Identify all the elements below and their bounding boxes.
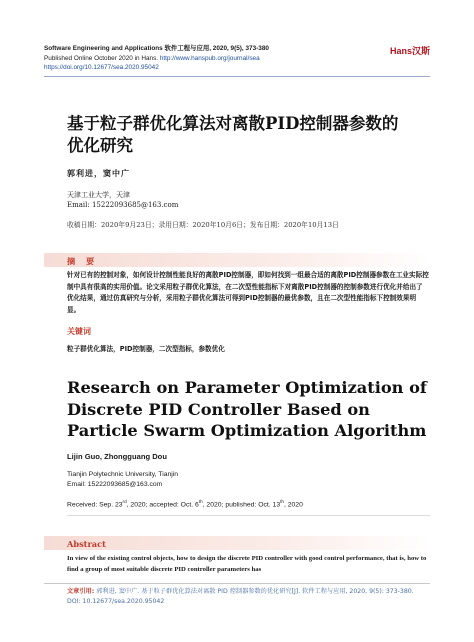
affiliation-text: 天津工业大学，天津 — [67, 191, 130, 199]
journal-name-en: Software Engineering and Applications — [44, 45, 163, 52]
chinese-keywords: 粒子群优化算法，PID控制器，二次型指标，参数优化 — [67, 345, 225, 353]
journal-header — [44, 44, 434, 73]
doi-link[interactable]: https://doi.org/10.12677/sea.2020.95042 — [44, 64, 159, 72]
english-authors: Lijin Guo, Zhongguang Dou — [67, 452, 167, 461]
header-divider — [44, 76, 430, 77]
chinese-authors: 郭利进，窦中广 — [67, 168, 130, 178]
received-date: Received: Sep. 23 — [67, 501, 123, 509]
chinese-abstract: 针对已有的控制对象，如何设计控制性能良好的离散PID控制器，即如何找到一组最合适的离散PID控制器参数在工业实际控制中具有很高的实用价值。论文采用粒子群优化算法，在二次型性能指标下对离散PID控制器的控制参数进行优化并给出了优化结果，通过仿真研究与分析，采用粒子群优化算法可得到PID控制器的最优参数，且在二次型性能指标下控制效果明显。 — [67, 271, 429, 315]
chinese-abstract-heading: 摘 要 — [67, 256, 99, 266]
published-line: Published Online October 2020 in Hans. — [44, 54, 159, 62]
chinese-affiliation — [67, 190, 178, 210]
citation-block — [67, 587, 429, 607]
abstract-section-bar — [44, 253, 430, 267]
chinese-keywords-heading: 关键词 — [67, 327, 91, 336]
journal-url-link[interactable]: http://www.hanspub.org/journal/sea — [159, 54, 260, 62]
english-email-text: Email: 15222093685@163.com — [67, 481, 163, 489]
accepted-date: , 2020; accepted: Oct. 6 — [126, 501, 199, 509]
chinese-title: 基于粒子群优化算法对离散PID控制器参数的优化研究 — [67, 114, 399, 155]
published-date: , 2020; published: Oct. 13 — [202, 501, 281, 509]
chinese-dates: 收稿日期：2020年9月23日；录用日期：2020年10月6日；发布日期：2020年10月13日 — [67, 221, 339, 229]
journal-name-cn: 软件工程与应用, 2020, 9(5), 373-380 — [164, 45, 269, 52]
english-dates: Received: Sep. 23rd, 2020; accepted: Oct. 6th, 2020; published: Oct. 13th, 2020 — [67, 499, 303, 509]
english-affiliation-text: Tianjin Polytechnic University, Tianjin — [67, 471, 179, 478]
citation-text[interactable]: 郭利进, 窦中广. 基于粒子群优化算法对离散 PID 控制器参数的优化研究[J]. 软件工程与应用, 2020, 9(5): 373-380. DOI: 10.12677/sea.2020.95042 — [67, 588, 414, 605]
english-title: Research on Parameter Optimization of Discrete PID Controller Based on Particle Swarm Optimization Algorithm — [67, 378, 427, 440]
footer-divider — [44, 583, 430, 584]
english-abstract-heading: Abstract — [67, 539, 106, 549]
english-divider — [67, 515, 430, 516]
citation-label: 文章引用: — [67, 588, 95, 595]
english-affiliation — [67, 470, 178, 491]
english-abstract: In view of the existing control objects, how to design the discrete PID controller with good control performance, that is, how to find a group of most suitable discrete PID controller parameters has — [67, 555, 427, 573]
hans-logo: Hans汉斯 — [389, 46, 430, 56]
email-text: Email: 15222093685@163.com — [67, 201, 179, 209]
